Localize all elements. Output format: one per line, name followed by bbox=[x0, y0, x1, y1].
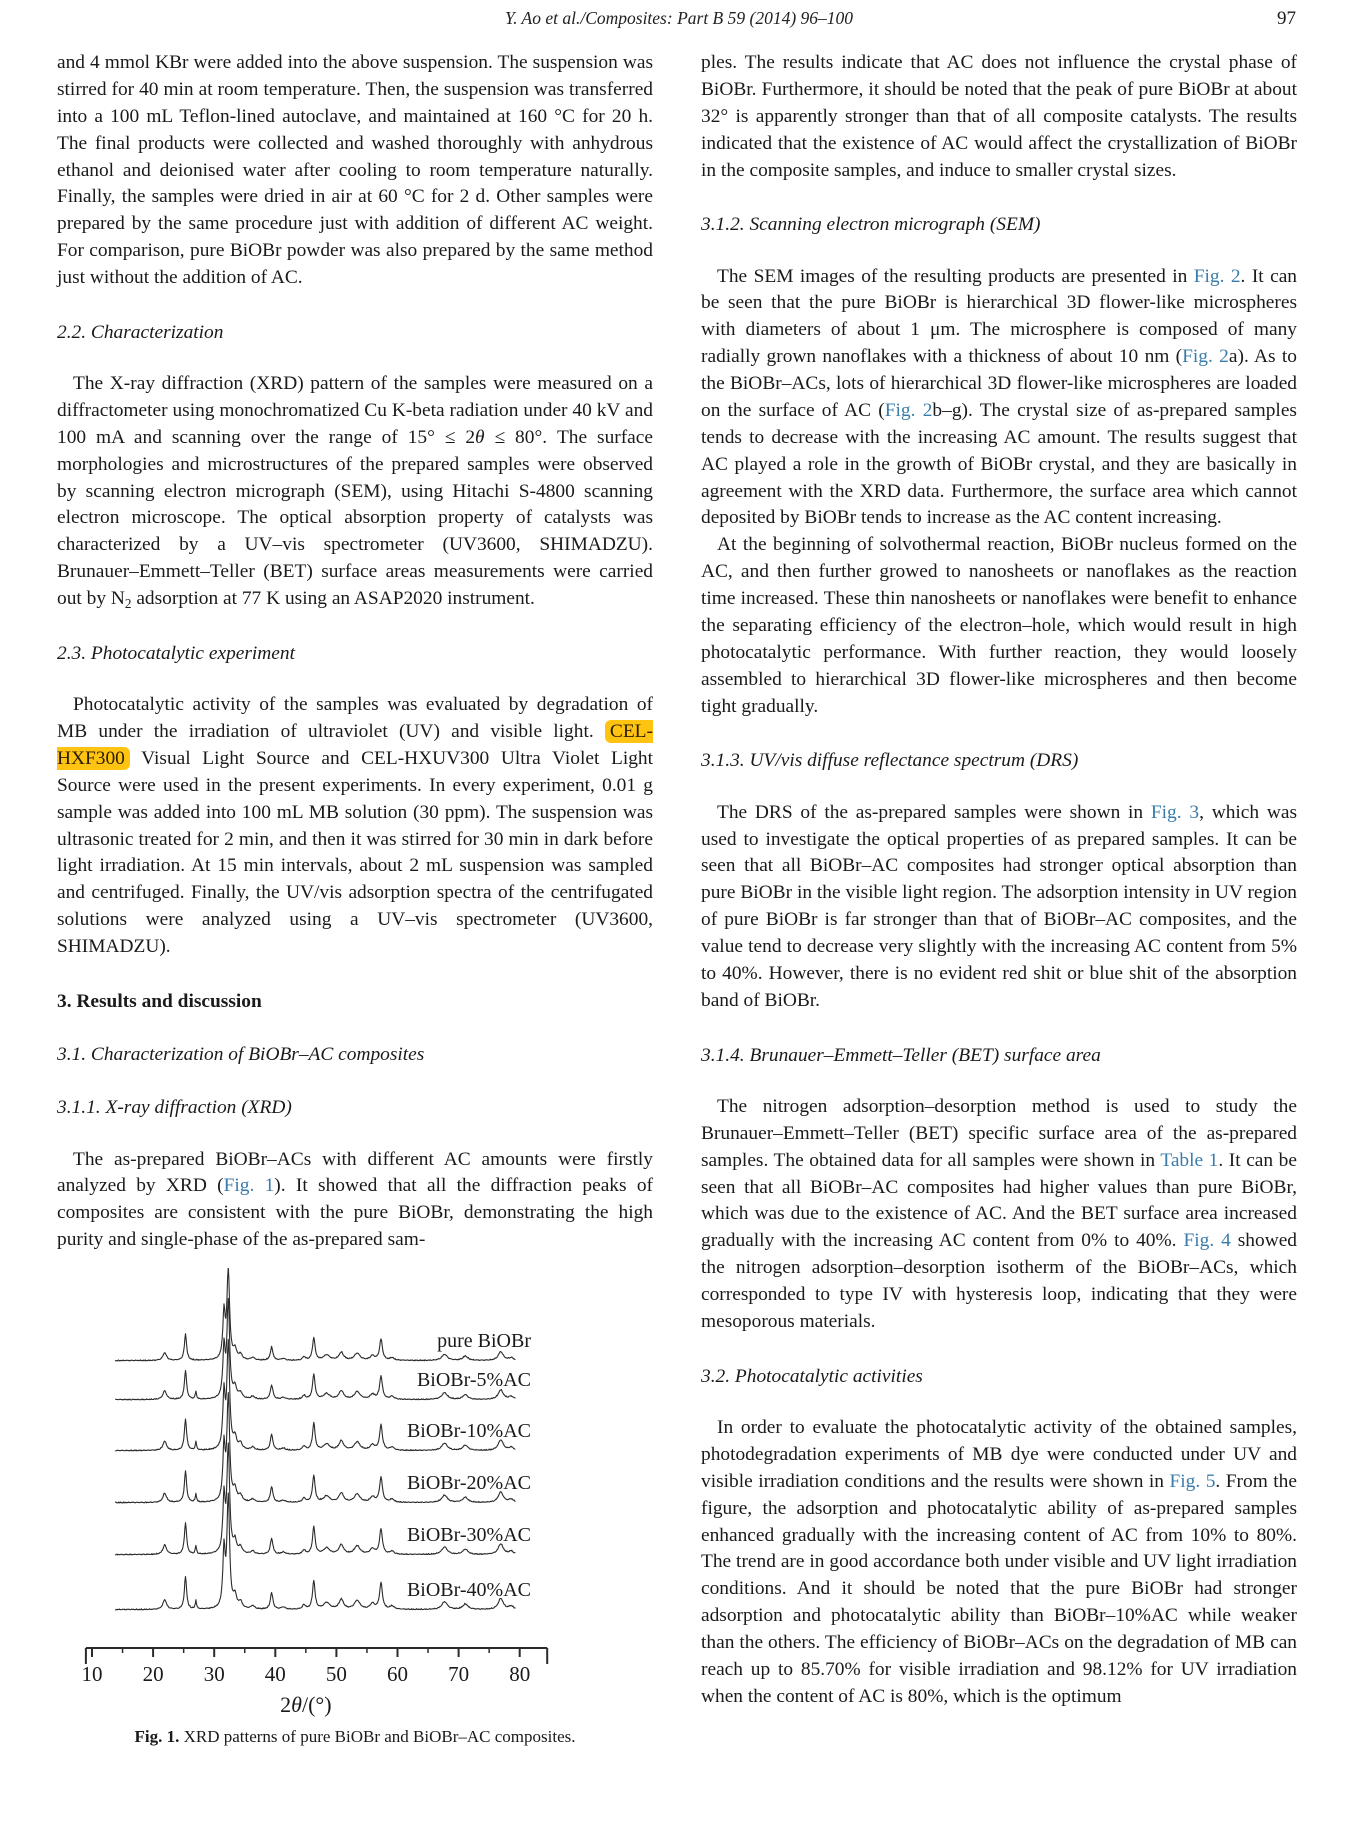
x-tick-label: 50 bbox=[325, 1662, 347, 1687]
right-column bbox=[701, 50, 1297, 1749]
citation-link[interactable]: Fig. 4 bbox=[1183, 1230, 1231, 1252]
citation-link[interactable]: Table 1 bbox=[1160, 1149, 1219, 1171]
citation-link[interactable]: Fig. 5 bbox=[1169, 1470, 1216, 1492]
figure-caption-label: Fig. 1. bbox=[134, 1727, 180, 1747]
citation-link[interactable]: Fig. 2 bbox=[1182, 346, 1229, 368]
x-tick-label: 70 bbox=[448, 1662, 470, 1687]
section-heading-3-1-4: 3.1.4. Brunauer–Emmett–Teller (BET) surface area bbox=[701, 1044, 1101, 1066]
x-tick-label: 10 bbox=[81, 1662, 103, 1687]
section-heading-3-2: 3.2. Photocatalytic activities bbox=[701, 1365, 923, 1387]
paragraph-drs: The DRS of the as-prepared samples were shown in Fig. 3, which was used to investigate the optical properties of as prepared samples. It can be seen that all BiOBr–AC composites had stronger optical absorption than pure BiOBr in the visible light region. The adsorption intensity in UV region of pure BiOBr is far stronger than that of BiOBr–AC composites, and the value tend to decrease very slightly with the increasing AC content from 5% to 40%. However, there is no evident red shit or blue shit of the absorption band of BiOBr. bbox=[701, 801, 1297, 1011]
running-title: Y. Ao et al./Composites: Part B 59 (2014) 96–100 bbox=[504, 8, 854, 28]
figure-caption-text: XRD patterns of pure BiOBr and BiOBr–AC composites. bbox=[179, 1727, 576, 1747]
trace-label: BiOBr-5%AC bbox=[416, 1369, 531, 1392]
x-tick-label: 80 bbox=[509, 1662, 531, 1687]
section-heading-3-1: 3.1. Characterization of BiOBr–AC composites bbox=[57, 1044, 425, 1066]
x-tick-label: 60 bbox=[387, 1662, 408, 1687]
citation-link[interactable]: Fig. 3 bbox=[1150, 801, 1200, 823]
x-axis-label: 2θ/(°) bbox=[280, 1692, 332, 1718]
section-heading-3: 3. Results and discussion bbox=[57, 990, 262, 1012]
figure-1 bbox=[57, 1268, 653, 1749]
section-heading-3-1-3: 3.1.3. UV/vis diffuse reflectance spectrum (DRS) bbox=[701, 750, 1079, 772]
xrd-chart bbox=[57, 1268, 653, 1723]
section-heading-3-1-1: 3.1.1. X-ray diffraction (XRD) bbox=[57, 1097, 292, 1119]
paragraph-intro-continuation: and 4 mmol KBr were added into the above suspension. The suspension was stirred for 40 min at room temperature. Then, the suspension was transferred into a 100 mL Teflon-lined autoclave, and maintained at 160 °C for 20 h. The final products were collected and washed thoroughly with anhydrous ethanol and deionised water after cooling to room temperature naturally. Finally, the samples were dried in air at 60 °C for 2 d. Other samples were prepared by the same procedure just with addition of different AC weight. For comparison, pure BiOBr powder was also prepared by the same method just without the addition of AC. bbox=[57, 52, 653, 288]
x-tick-label: 30 bbox=[203, 1662, 225, 1687]
citation-link[interactable]: Fig. 2 bbox=[1193, 265, 1241, 287]
left-column bbox=[57, 50, 653, 1749]
paragraph-xrd: The as-prepared BiOBr–ACs with different AC amounts were firstly analyzed by XRD (Fig. 1). It showed that all the diffraction peaks of composites are consistent with the pure BiOBr, demonstrating the high purity and single-phase of the as-prepared sam- bbox=[57, 1148, 653, 1251]
trace-label: BiOBr-40%AC bbox=[406, 1579, 531, 1602]
paragraph-bet: The nitrogen adsorption–desorption method is used to study the Brunauer–Emmett–Teller (BET) specific surface area of the as-prepared samples. The obtained data for all samples were shown in Table 1. It can be seen that all BiOBr–AC composites had higher values than pure BiOBr, which was due to the existence of AC. And the BET surface area increased gradually with the increasing AC content from 0% to 40%. Fig. 4 showed the nitrogen adsorption–desorption isotherm of the BiOBr–ACs, which corresponded to type IV with hysteresis loop, indicating that they were mesoporous materials. bbox=[701, 1095, 1297, 1332]
paragraph-photocatalytic-experiment: Photocatalytic activity of the samples was evaluated by degradation of MB under the irradiation of ultraviolet (UV) and visible light. CEL-HXF300 Visual Light Source and CEL-HXUV300 Ultra Violet Light Source were used in the present experiments. In every experiment, 0.01 g sample was added into 100 mL MB solution (30 ppm). The suspension was ultrasonic treated for 2 min, and then it was stirred for 30 min in dark before light irradiation. At 15 min intervals, about 2 mL suspension was sampled and centrifuged. Finally, the UV/vis adsorption spectra of the centrifugated solutions were analyzed using a UV–vis spectrometer (UV3600, SHIMADZU). bbox=[57, 694, 653, 958]
page-header bbox=[57, 8, 1301, 38]
paragraph-sem-2: At the beginning of solvothermal reaction, BiOBr nucleus formed on the AC, and then further growed to nanosheets or nanoflakes as the reaction time increased. These thin nanosheets or nanoflakes were benefit to enhance the separating efficiency of the electron–hole, which would result in high photocatalytic performance. With further reaction, they would loosely assembled to hierarchical 3D flower-like microspheres and then become tight gradually. bbox=[701, 534, 1297, 717]
trace-label: pure BiOBr bbox=[437, 1330, 531, 1353]
paragraph-characterization: The X-ray diffraction (XRD) pattern of the samples were measured on a diffractometer using monochromatized Cu K-beta radiation under 40 kV and 100 mA and scanning over the range of 15° ≤ 2θ ≤ 80°. The surface morphologies and microstructures of the prepared samples were observed by scanning electron micrograph (SEM), using Hitachi S-4800 scanning electron microscope. The optical absorption property of catalysts was characterized by a UV–vis spectrometer (UV3600, SHIMADZU). Brunauer–Emmett–Teller (BET) surface areas measurements were carried out by $N_2$ adsorption at 77 K using an ASAP2020 instrument. bbox=[57, 373, 654, 612]
two-column-body bbox=[57, 50, 1297, 1749]
figure-1-caption bbox=[57, 1725, 653, 1749]
trace-label: BiOBr-30%AC bbox=[406, 1524, 531, 1547]
section-heading-2-3: 2.3. Photocatalytic experiment bbox=[57, 642, 295, 664]
trace-label: BiOBr-10%AC bbox=[406, 1420, 531, 1443]
paragraph-photocatalytic-activities: In order to evaluate the photocatalytic activity of the obtained samples, photodegradation experiments of MB dye were conducted under UV and visible irradiation conditions and the results were shown in Fig. 5. From the figure, the adsorption and photocatalytic ability of as-prepared samples enhanced gradually with the increasing content of AC from 10% to 80%. The trend are in good accordance both under visible and UV light irradiation conditions. And it should be noted that the pure BiOBr had stronger adsorption and photocatalytic ability than BiOBr–10%AC while weaker than the others. The efficiency of BiOBr–ACs on the degradation of MB can reach up to 85.70% for visible irradiation and 98.12% for UV irradiation when the content of AC is 80%, which is the optimum bbox=[701, 1417, 1297, 1707]
section-heading-3-1-2: 3.1.2. Scanning electron micrograph (SEM) bbox=[701, 214, 1041, 236]
x-tick-label: 40 bbox=[264, 1662, 286, 1687]
paragraph-xrd-continuation: ples. The results indicate that AC does not influence the crystal phase of BiOBr. Furthermore, it should be noted that the peak of pure BiOBr at about 32° is apparently stronger than that of all composite catalysts. The results indicated that the existence of AC would affect the crystallization of BiOBr in the composite samples, and induce to smaller crystal sizes. bbox=[701, 52, 1297, 181]
highlighted-text: CEL-HXF300 bbox=[57, 721, 653, 769]
citation-link[interactable]: Fig. 1 bbox=[223, 1175, 275, 1197]
citation-link[interactable]: Fig. 2 bbox=[884, 399, 933, 421]
trace-label: BiOBr-20%AC bbox=[406, 1472, 531, 1495]
x-tick-label: 20 bbox=[142, 1662, 164, 1687]
page-number: 97 bbox=[1277, 8, 1296, 29]
section-heading-2-2: 2.2. Characterization bbox=[57, 321, 224, 343]
paragraph-sem-1: The SEM images of the resulting products are presented in Fig. 2. It can be seen that the pure BiOBr is hierarchical 3D flower-like microspheres with diameters of about 1 μm. The microsphere is composed of many radially grown nanoflakes with a thickness of about 10 nm (Fig. 2a). As to the BiOBr–ACs, lots of hierarchical 3D flower-like microspheres are loaded on the surface of AC (Fig. 2b–g). The crystal size of as-prepared samples tends to decrease with the increasing AC amount. The results suggest that AC played a role in the growth of BiOBr crystal, and they are basically in agreement with the XRD data. Furthermore, the surface area which cannot deposited by BiOBr tends to increase as the AC content increasing. bbox=[701, 265, 1298, 529]
